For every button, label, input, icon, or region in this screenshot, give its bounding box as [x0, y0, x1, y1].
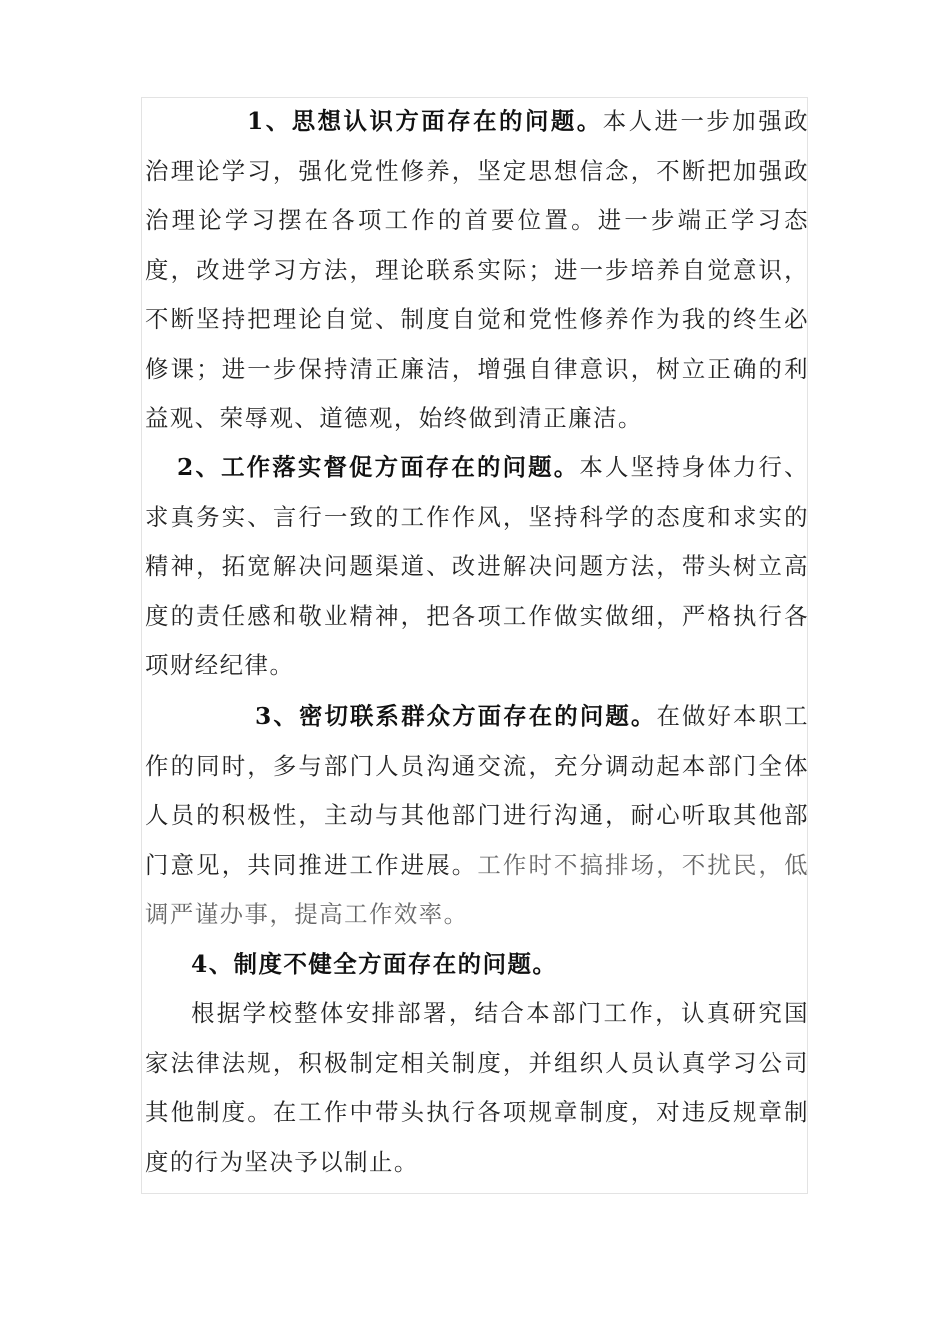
section-1-heading: 1、思想认识方面存在的问题。: [247, 107, 603, 135]
section-1-body: 本人进一步加强政治理论学习，强化党性修养，坚定思想信念，不断把加强政治理论学习摆在各项工作的首要位置。进一步端正学习态度，改进学习方法，理论联系实际；进一步培养自觉意识，不断坚持把理论自觉、制度自觉和党性修养作为我的终生必修课；进一步保持清正廉洁，增强自律意识，树立正确的利益观、荣辱观、道德观，始终做到清正廉洁。: [145, 107, 809, 432]
section-4-heading-line: [145, 940, 809, 990]
section-3-body: 在做好本职工作的同时，多与部门人员沟通交流，充分调动起本部门全体人员的积极性，主动与其他部门进行沟通，耐心听取其他部门意见，共同推进工作进展。: [145, 702, 809, 879]
section-1-paragraph: [145, 97, 809, 444]
section-2-heading: 2、工作落实督促方面存在的问题。: [177, 453, 580, 481]
section-3-paragraph: [145, 692, 809, 940]
section-2-body: 本人坚持身体力行、求真务实、言行一致的工作作风，坚持科学的态度和求实的精神，拓宽解决问题渠道、改进解决问题方法，带头树立高度的责任感和敬业精神，把各项工作做实做细，严格执行各项财经纪律。: [145, 453, 810, 679]
section-3-body-gray: 工作时不搞排场，不扰民，低调严谨办事，提高工作效率。: [145, 850, 810, 928]
section-4-body: 根据学校整体安排部署，结合本部门工作，认真研究国家法律法规，积极制定相关制度，并组织人员认真学习公司其他制度。在工作中带头执行各项规章制度，对违反规章制度的行为坚决予以制止。: [145, 999, 809, 1176]
section-2-paragraph: [145, 443, 809, 691]
section-3-heading: 3、密切联系群众方面存在的问题。: [255, 702, 657, 730]
section-4-heading: 4、制度不健全方面存在的问题。: [191, 950, 558, 978]
